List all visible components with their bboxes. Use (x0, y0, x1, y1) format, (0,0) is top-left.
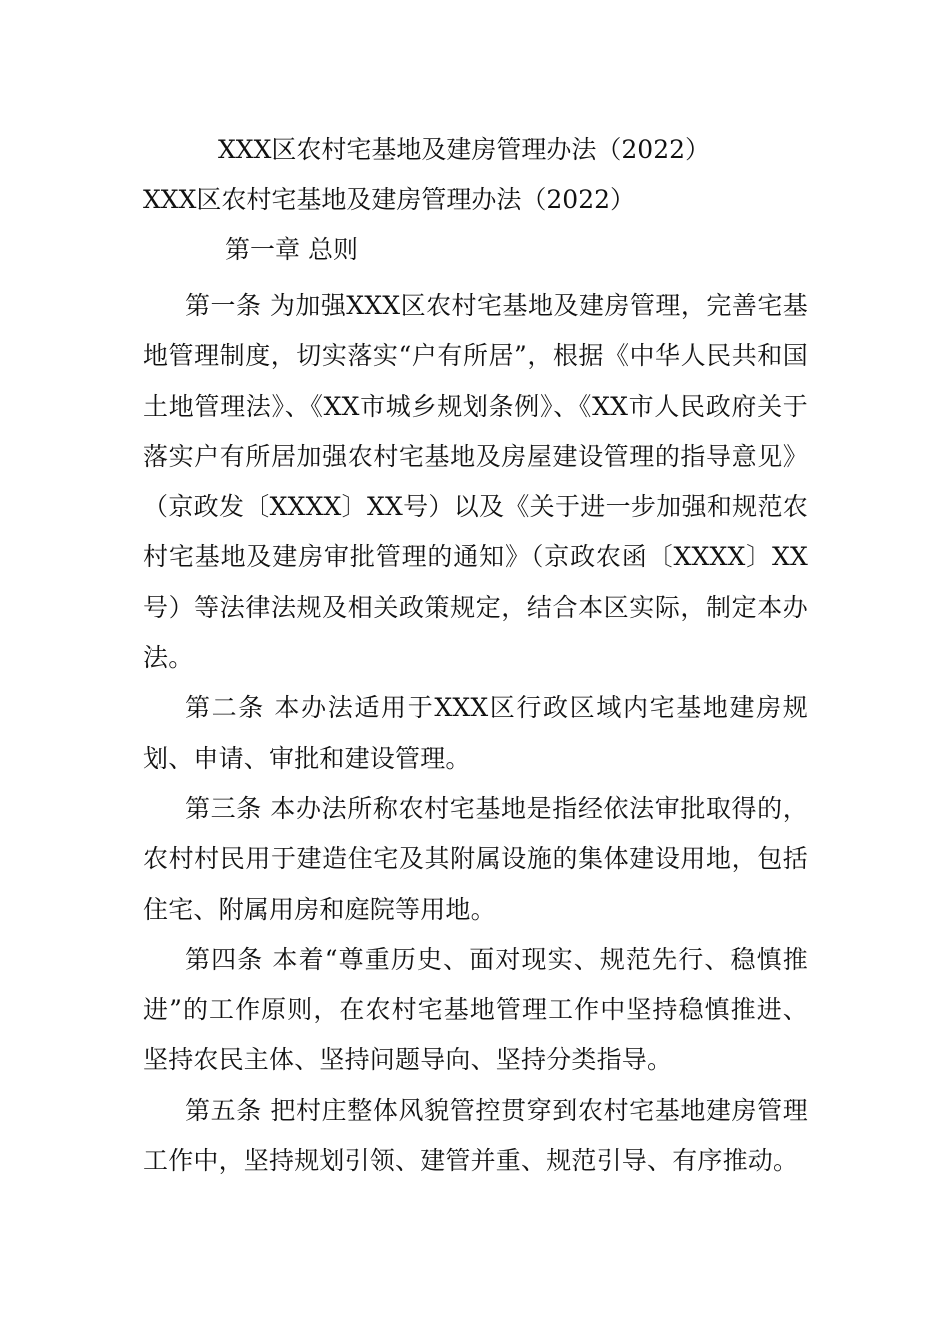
document-subtitle: XXX区农村宅基地及建房管理办法（2022） (143, 185, 636, 214)
article-1: 第一条 为加强XXX区农村宅基地及建房管理，完善宅基地管理制度，切实落实“户有所居”，根据《中华人民共和国土地管理法》、《XX市城乡规划条例》、《XX市人民政府关于落实户有所居加强农村宅基地及房屋建设管理的指导意见》（京政发〔XXXX〕XX号）以及《关于进一步加强和规范农村宅基地及建房审批管理的通知》（京政农函〔XXXX〕XX号）等法律法规及相关政策规定，结合本区实际，制定本办法。 (143, 291, 808, 673)
document-body (143, 281, 808, 1186)
document-title: XXX区农村宅基地及建房管理办法（2022） (218, 135, 711, 164)
article-3: 第三条 本办法所称农村宅基地是指经依法审批取得的，农村村民用于建造住宅及其附属设施的集体建设用地，包括住宅、附属用房和庭院等用地。 (143, 793, 808, 924)
article-5: 第五条 把村庄整体风貌管控贯穿到农村宅基地建房管理工作中，坚持规划引领、建管并重、规范引导、有序推动。 (143, 1095, 808, 1176)
article-4: 第四条 本着“尊重历史、面对现实、规范先行、稳慎推进”的工作原则，在农村宅基地管理工作中坚持稳慎推进、坚持农民主体、坚持问题导向、坚持分类指导。 (143, 944, 808, 1075)
chapter-heading: 第一章 总则 (225, 235, 358, 264)
article-2: 第二条 本办法适用于XXX区行政区域内宅基地建房规划、申请、审批和建设管理。 (143, 693, 808, 773)
